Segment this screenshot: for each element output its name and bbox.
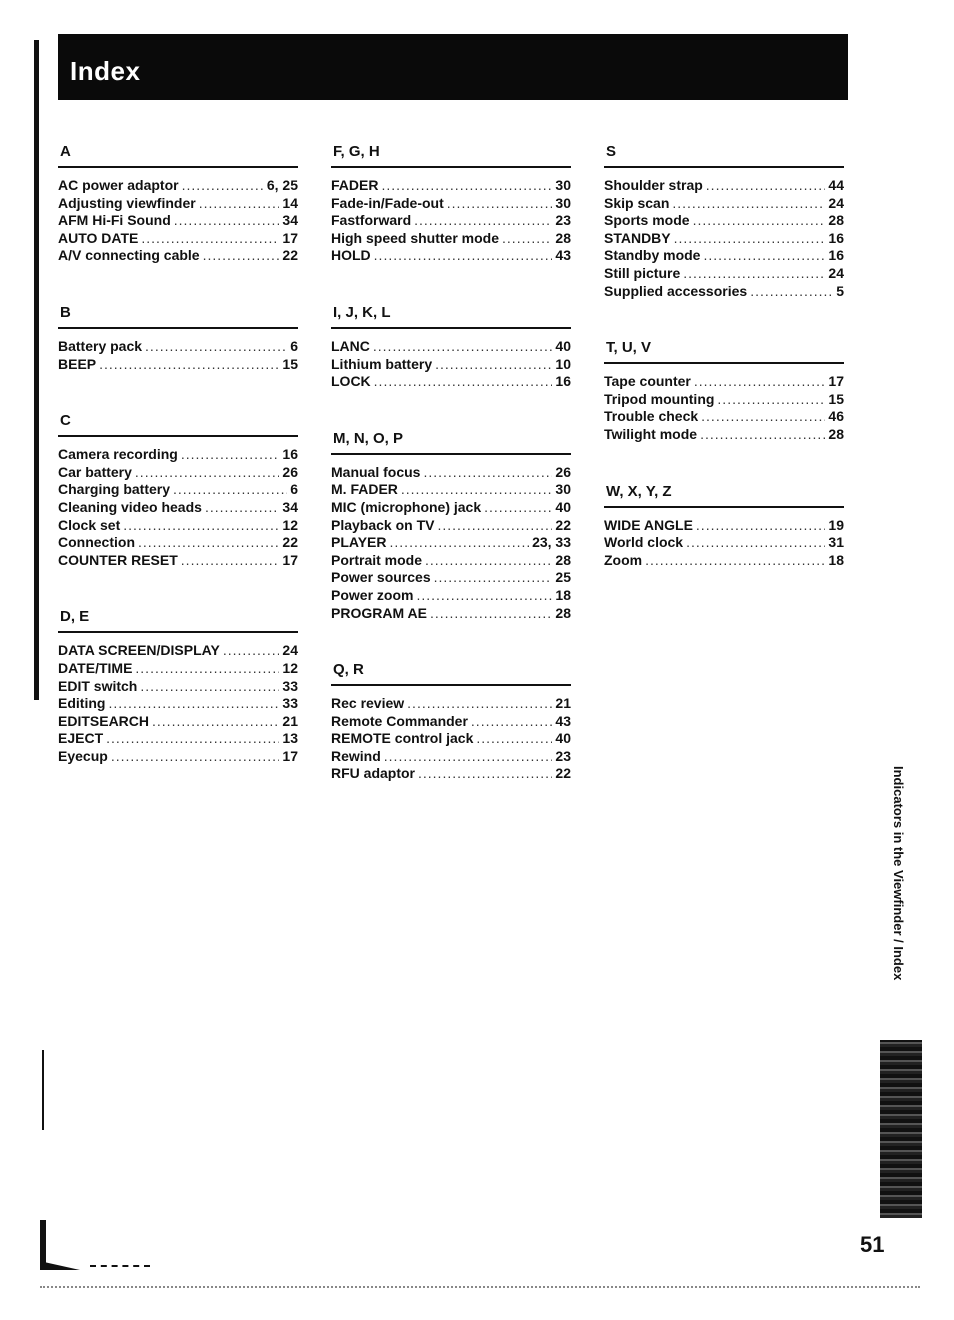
entry-term: Shoulder strap: [604, 177, 703, 193]
index-entry: [331, 338, 571, 356]
entry-term: LANC: [331, 337, 370, 354]
entry-page: 15: [828, 390, 844, 407]
index-entry: [331, 552, 571, 570]
index-entry: [58, 177, 298, 195]
index-entry: [331, 713, 571, 731]
dot-leader: [674, 230, 826, 248]
entry-page: 25: [555, 569, 571, 586]
index-entry: [331, 230, 571, 248]
dot-leader: [435, 356, 552, 374]
dot-leader: [701, 408, 825, 426]
index-entry: [331, 212, 571, 230]
dot-leader: [717, 391, 825, 409]
dot-leader: [141, 230, 279, 248]
index-entry: [331, 464, 571, 482]
page-number: 51: [860, 1232, 885, 1257]
entry-page: 34: [282, 498, 298, 515]
entry-term: Still picture: [604, 264, 681, 281]
dot-leader: [484, 499, 552, 517]
index-entry: [331, 481, 571, 499]
dot-leader: [418, 765, 552, 783]
dot-leader: [373, 338, 553, 356]
entry-term: Skip scan: [604, 194, 670, 211]
index-entry: [58, 247, 298, 265]
entry-page: 24: [282, 642, 298, 659]
dot-leader: [700, 426, 825, 444]
dot-leader: [181, 446, 280, 464]
entry-term: Rewind: [331, 747, 381, 764]
bottom-scan-noise: [40, 1286, 920, 1291]
dot-leader: [447, 195, 553, 213]
dot-leader: [152, 713, 279, 731]
index-entry: [604, 230, 844, 248]
index-entry: [58, 730, 298, 748]
index-section: [58, 605, 298, 765]
index-entry: [604, 212, 844, 230]
dot-leader: [693, 212, 826, 230]
entry-page: 21: [282, 712, 298, 729]
entry-page: 30: [555, 194, 571, 211]
entry-page: 33: [282, 677, 298, 694]
left-margin-rule: [34, 40, 39, 700]
dot-leader: [99, 356, 279, 374]
entry-page: 18: [828, 551, 844, 568]
entry-term: A/V connecting cable: [58, 247, 200, 264]
edge-thumb-tab: [880, 1040, 922, 1218]
dot-leader: [423, 464, 552, 482]
index-entry: [331, 356, 571, 374]
entry-term: FADER: [331, 177, 379, 193]
entry-term: MIC (microphone) jack: [331, 498, 482, 515]
index-entry: [58, 660, 298, 678]
dot-leader: [174, 212, 280, 230]
entry-term: EDITSEARCH: [58, 712, 150, 729]
index-entry: [58, 446, 298, 464]
section-heading: A: [58, 140, 298, 168]
entry-term: COUNTER RESET: [58, 551, 178, 568]
entry-term: Tripod mounting: [604, 390, 715, 407]
index-entry: [604, 517, 844, 535]
dot-leader: [135, 660, 279, 678]
dot-leader: [123, 517, 279, 535]
entry-page: 22: [282, 534, 298, 551]
entry-term: REMOTE control jack: [331, 730, 474, 747]
entry-page: 17: [282, 229, 298, 246]
entry-term: Power sources: [331, 569, 431, 586]
dot-leader: [205, 499, 279, 517]
index-column-3: [604, 140, 844, 569]
entry-page: 24: [828, 194, 844, 211]
dot-leader: [683, 265, 825, 283]
index-entry: [58, 642, 298, 660]
index-section: [331, 140, 571, 265]
index-entry: [331, 247, 571, 265]
entry-page: 16: [828, 229, 844, 246]
entry-term: Remote Commander: [331, 712, 468, 729]
entry-page: 15: [282, 355, 298, 372]
index-entry: [604, 283, 844, 301]
entry-term: Connection: [58, 534, 135, 551]
index-entry: [58, 695, 298, 713]
index-entry: [58, 230, 298, 248]
dot-leader: [138, 534, 279, 552]
dot-leader: [135, 464, 280, 482]
entry-term: Camera recording: [58, 446, 178, 463]
corner-crop-mark-foot: [40, 1262, 80, 1270]
entry-page: 28: [555, 229, 571, 246]
dot-leader: [384, 748, 553, 766]
entry-term: PLAYER: [331, 534, 387, 551]
index-entry: [58, 517, 298, 535]
section-heading: D, E: [58, 605, 298, 633]
index-entry: [604, 177, 844, 195]
entry-term: Standby mode: [604, 247, 701, 264]
section-heading: B: [58, 301, 298, 329]
index-entry: [58, 481, 298, 499]
entry-term: Playback on TV: [331, 516, 435, 533]
dot-leader: [416, 587, 552, 605]
dot-leader: [374, 373, 553, 391]
index-entry: [331, 517, 571, 535]
dot-leader: [645, 552, 825, 570]
index-section: [604, 480, 844, 570]
index-entry: [331, 534, 571, 552]
dot-leader: [750, 283, 833, 301]
section-heading: W, X, Y, Z: [604, 480, 844, 508]
dot-leader: [434, 569, 553, 587]
index-header-bar: [58, 34, 848, 100]
index-entry: [604, 408, 844, 426]
entry-page: 28: [555, 604, 571, 621]
bottom-dash-mark: [90, 1265, 150, 1269]
entry-page: 23: [555, 747, 571, 764]
index-entry: [331, 748, 571, 766]
index-entry: [58, 713, 298, 731]
index-entry: [58, 552, 298, 570]
entry-term: High speed shutter mode: [331, 229, 500, 246]
entry-term: EJECT: [58, 730, 104, 747]
entry-page: 16: [555, 373, 571, 390]
index-entry: [58, 356, 298, 374]
dot-leader: [111, 748, 280, 766]
index-section: [331, 658, 571, 783]
index-section: [604, 140, 844, 300]
section-heading: Q, R: [331, 658, 571, 686]
dot-leader: [223, 642, 280, 660]
dot-leader: [182, 177, 264, 195]
index-entry: [604, 373, 844, 391]
index-entry: [58, 499, 298, 517]
dot-leader: [425, 552, 552, 570]
index-entry: [331, 195, 571, 213]
index-column-1: [58, 140, 298, 765]
entry-page: 10: [555, 355, 571, 372]
index-section: [58, 409, 298, 569]
entry-page: 31: [828, 534, 844, 551]
entry-term: Portrait mode: [331, 551, 423, 568]
dot-leader: [181, 552, 280, 570]
side-section-label: Indicators in the Viewfinder / Index: [891, 766, 906, 981]
entry-term: Editing: [58, 695, 106, 712]
index-section: [58, 140, 298, 265]
entry-term: EDIT switch: [58, 677, 138, 694]
entry-term: Cleaning video heads: [58, 498, 202, 515]
index-entry: [331, 177, 571, 195]
entry-term: Battery pack: [58, 337, 143, 354]
dot-leader: [502, 230, 552, 248]
entry-page: 23: [555, 212, 571, 229]
entry-page: 17: [282, 747, 298, 764]
entry-term: Fade-in/Fade-out: [331, 194, 444, 211]
entry-page: 40: [555, 498, 571, 515]
entry-page: 43: [555, 712, 571, 729]
entry-page: 34: [282, 212, 298, 229]
entry-term: LOCK: [331, 373, 371, 390]
index-section: [331, 427, 571, 622]
entry-term: Adjusting viewfinder: [58, 194, 196, 211]
dot-leader: [437, 517, 552, 535]
index-column-2: [331, 140, 571, 783]
index-entry: [331, 499, 571, 517]
entry-page: 46: [828, 408, 844, 425]
index-entry: [331, 587, 571, 605]
index-entry: [58, 338, 298, 356]
entry-page: 22: [555, 516, 571, 533]
entry-page: 16: [828, 247, 844, 264]
index-entry: [331, 569, 571, 587]
entry-term: STANDBY: [604, 229, 671, 246]
entry-page: 40: [555, 730, 571, 747]
entry-term: Eyecup: [58, 747, 108, 764]
entry-page: 44: [828, 177, 844, 193]
section-heading: C: [58, 409, 298, 437]
entry-term: DATA SCREEN/DISPLAY: [58, 642, 220, 659]
entry-page: 28: [828, 212, 844, 229]
entry-page: 22: [282, 247, 298, 264]
dot-leader: [145, 338, 287, 356]
index-entry: [604, 391, 844, 409]
index-entry: [331, 765, 571, 783]
entry-page: 43: [555, 247, 571, 264]
dot-leader: [703, 247, 825, 265]
dot-leader: [672, 195, 825, 213]
section-heading: M, N, O, P: [331, 427, 571, 455]
entry-page: 12: [282, 659, 298, 676]
dot-leader: [381, 177, 552, 195]
dot-leader: [696, 517, 826, 535]
entry-page: 30: [555, 177, 571, 193]
entry-term: HOLD: [331, 247, 371, 264]
entry-page: 18: [555, 586, 571, 603]
index-entry: [604, 426, 844, 444]
entry-term: Zoom: [604, 551, 643, 568]
index-entry: [58, 212, 298, 230]
entry-term: BEEP: [58, 355, 97, 372]
entry-page: 23, 33: [532, 534, 571, 551]
dot-leader: [430, 605, 552, 623]
entry-term: Clock set: [58, 516, 121, 533]
entry-page: 12: [282, 516, 298, 533]
entry-page: 6: [290, 337, 298, 354]
entry-page: 16: [282, 446, 298, 463]
dot-leader: [140, 678, 279, 696]
section-heading: I, J, K, L: [331, 301, 571, 329]
section-heading: F, G, H: [331, 140, 571, 168]
crop-mark: [42, 1050, 44, 1130]
index-section: [604, 336, 844, 443]
index-entry: [331, 605, 571, 623]
entry-term: Manual focus: [331, 463, 421, 480]
dot-leader: [374, 247, 553, 265]
entry-term: Lithium battery: [331, 355, 433, 372]
entry-term: Supplied accessories: [604, 282, 748, 299]
entry-term: Trouble check: [604, 408, 699, 425]
index-entry: [604, 265, 844, 283]
dot-leader: [106, 730, 279, 748]
index-entry: [58, 195, 298, 213]
index-entry: [58, 534, 298, 552]
dot-leader: [401, 481, 553, 499]
entry-term: Charging battery: [58, 481, 171, 498]
entry-page: 17: [828, 373, 844, 390]
entry-term: Car battery: [58, 463, 132, 480]
index-entry: [604, 534, 844, 552]
entry-term: Rec review: [331, 695, 405, 712]
index-entry: [604, 552, 844, 570]
entry-page: 17: [282, 551, 298, 568]
entry-term: Fastforward: [331, 212, 412, 229]
entry-page: 21: [555, 695, 571, 712]
entry-page: 26: [555, 463, 571, 480]
dot-leader: [108, 695, 279, 713]
entry-page: 30: [555, 481, 571, 498]
entry-page: 6, 25: [266, 177, 298, 193]
entry-page: 14: [282, 194, 298, 211]
entry-term: Tape counter: [604, 373, 691, 390]
entry-term: DATE/TIME: [58, 659, 133, 676]
dot-leader: [390, 534, 530, 552]
index-entry: [58, 678, 298, 696]
entry-term: M. FADER: [331, 481, 398, 498]
page-title: Index: [70, 56, 141, 86]
entry-term: Sports mode: [604, 212, 690, 229]
entry-page: 6: [290, 481, 298, 498]
entry-page: 28: [555, 551, 571, 568]
entry-page: 33: [282, 695, 298, 712]
entry-term: AFM Hi-Fi Sound: [58, 212, 171, 229]
entry-page: 24: [828, 264, 844, 281]
section-heading: S: [604, 140, 844, 168]
entry-term: AUTO DATE: [58, 229, 139, 246]
entry-page: 28: [828, 425, 844, 442]
index-entry: [331, 695, 571, 713]
index-entry: [604, 195, 844, 213]
index-entry: [604, 247, 844, 265]
entry-term: AC power adaptor: [58, 177, 179, 193]
entry-term: Twilight mode: [604, 425, 698, 442]
dot-leader: [476, 730, 552, 748]
entry-term: PROGRAM AE: [331, 604, 427, 621]
dot-leader: [203, 247, 280, 265]
entry-term: RFU adaptor: [331, 765, 415, 782]
index-entry: [331, 373, 571, 391]
entry-page: 26: [282, 463, 298, 480]
dot-leader: [706, 177, 826, 195]
dot-leader: [407, 695, 552, 713]
entry-term: WIDE ANGLE: [604, 516, 693, 533]
entry-term: Power zoom: [331, 586, 414, 603]
entry-page: 19: [828, 516, 844, 533]
index-entry: [58, 748, 298, 766]
index-entry: [331, 730, 571, 748]
index-entry: [58, 464, 298, 482]
index-section: [58, 301, 298, 373]
index-section: [331, 301, 571, 391]
entry-term: World clock: [604, 534, 684, 551]
dot-leader: [471, 713, 553, 731]
dot-leader: [199, 195, 280, 213]
entry-page: 5: [836, 282, 844, 299]
dot-leader: [686, 534, 825, 552]
entry-page: 13: [282, 730, 298, 747]
entry-page: 40: [555, 337, 571, 354]
section-heading: T, U, V: [604, 336, 844, 364]
dot-leader: [414, 212, 552, 230]
entry-page: 22: [555, 765, 571, 782]
dot-leader: [173, 481, 287, 499]
dot-leader: [694, 373, 826, 391]
